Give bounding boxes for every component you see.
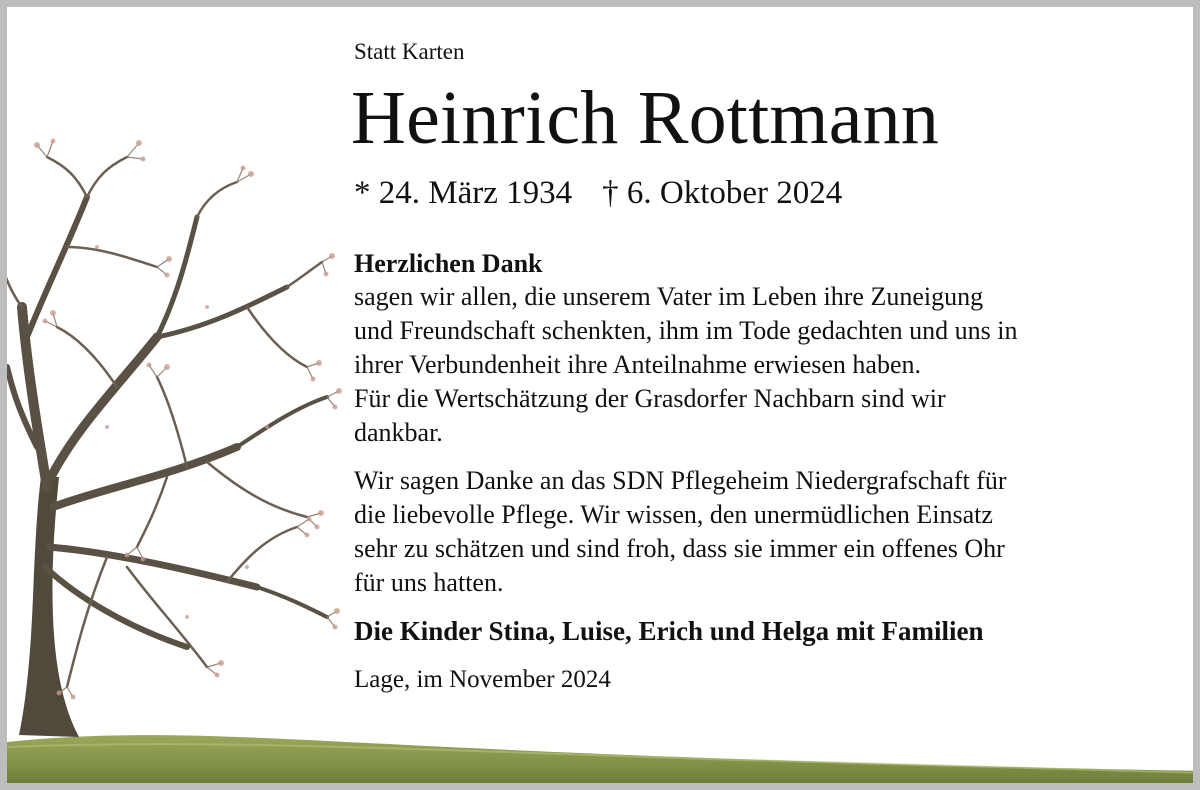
text-line: und Freundschaft schenkten, ihm im Tode gedachten und uns in [354,316,1018,345]
text-line: ihrer Verbundenheit ihre Anteilnahme erwiesen haben. [354,350,921,379]
text-line: dankbar. [354,418,443,447]
life-dates [354,173,1174,213]
text-line: für uns hatten. [354,568,504,597]
place-and-date: Lage, im November 2024 [354,666,611,693]
deceased-name: Heinrich Rottmann [351,76,940,160]
death-date: † 6. Oktober 2024 [602,175,843,211]
thanks-paragraph-1 [354,280,1174,450]
text-line: Wir sagen Danke an das SDN Pflegeheim Niedergrafschaft für [354,466,1007,495]
notice-text [351,37,1174,696]
text-line: sehr zu schätzen und sind froh, dass sie immer ein offenes Ohr [354,534,1005,563]
tree-trunk [19,477,79,737]
family-signature: Die Kinder Stina, Luise, Erich und Helga mit Familien [354,616,984,646]
birth-date: * 24. März 1934 [354,175,573,211]
thanks-heading: Herzlichen Dank [354,249,543,278]
text-line: sagen wir allen, die unserem Vater im Leben ihre Zuneigung [354,282,984,311]
intro-line: Statt Karten [354,39,465,64]
text-line: Für die Wertschätzung der Grasdorfer Nachbarn sind wir [354,384,946,413]
text-line: die liebevolle Pflege. Wir wissen, den unermüdlichen Einsatz [354,500,993,529]
thanks-paragraph-2 [354,464,1174,600]
